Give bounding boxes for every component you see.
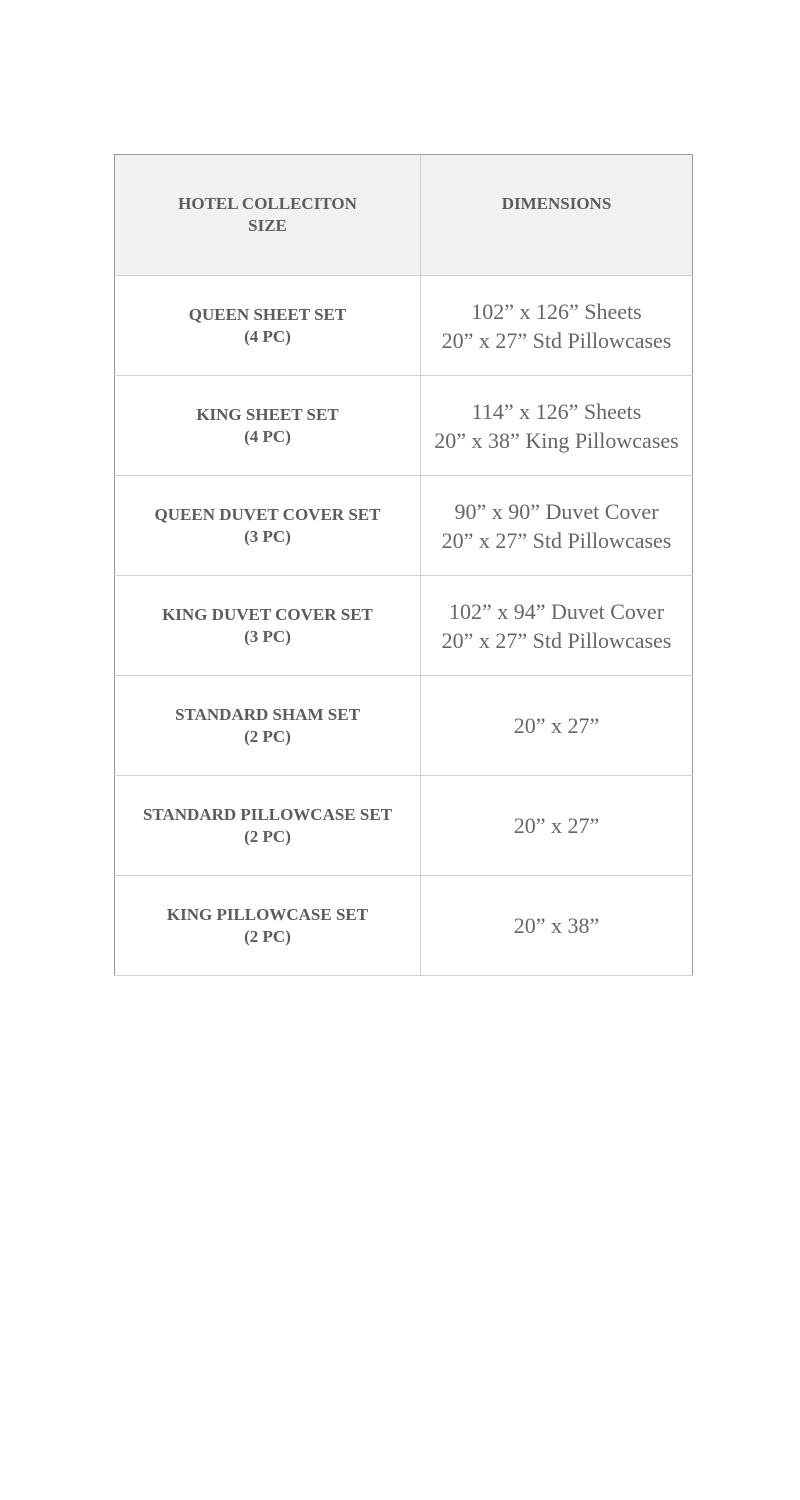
product-name: KING SHEET SET: [196, 404, 339, 424]
product-pieces: (3 PC): [244, 526, 291, 546]
product-cell: [115, 676, 421, 776]
product-cell: [115, 276, 421, 376]
product-pieces: (4 PC): [244, 326, 291, 346]
product-cell: [115, 476, 421, 576]
table-row: [115, 676, 693, 776]
dimensions-cell: [421, 876, 693, 976]
dimensions-cell: [421, 676, 693, 776]
dimensions-line: 20” x 27” Std Pillowcases: [441, 527, 672, 553]
dimensions-line: 20” x 27”: [513, 813, 600, 838]
product-cell: [115, 376, 421, 476]
header-dimensions: [421, 155, 693, 276]
product-cell: [115, 876, 421, 976]
table-header: [115, 155, 693, 276]
product-name: QUEEN SHEET SET: [188, 304, 347, 324]
dimensions-line: 20” x 38”: [513, 913, 600, 938]
header-row: [115, 155, 693, 276]
dimensions-cell: [421, 776, 693, 876]
table-body: [115, 276, 693, 976]
dimensions-cell: [421, 476, 693, 576]
dimensions-line: 90” x 90” Duvet Cover: [454, 498, 659, 524]
table-row: [115, 776, 693, 876]
table-row: [115, 876, 693, 976]
product-name: KING PILLOWCASE SET: [166, 904, 369, 924]
dimensions-cell: [421, 276, 693, 376]
product-cell: [115, 576, 421, 676]
dimensions-line: 102” x 126” Sheets: [471, 298, 642, 324]
dimensions-cell: [421, 576, 693, 676]
product-name: QUEEN DUVET COVER SET: [154, 504, 381, 524]
dimensions-line: 20” x 27” Std Pillowcases: [441, 627, 672, 653]
dimensions-cell: [421, 376, 693, 476]
dimensions-line: 102” x 94” Duvet Cover: [448, 598, 665, 624]
table-row: [115, 376, 693, 476]
product-cell: [115, 776, 421, 876]
header-size-line1: HOTEL COLLECITON: [178, 194, 357, 213]
header-dimensions-label: DIMENSIONS: [501, 194, 612, 213]
table-row: [115, 576, 693, 676]
table-row: [115, 476, 693, 576]
size-chart-table: [114, 154, 693, 976]
product-name: STANDARD PILLOWCASE SET: [142, 804, 393, 824]
header-size-line2: SIZE: [248, 216, 287, 235]
product-pieces: (2 PC): [244, 826, 291, 846]
dimensions-line: 20” x 27” Std Pillowcases: [441, 327, 672, 353]
product-pieces: (4 PC): [244, 426, 291, 446]
product-pieces: (2 PC): [244, 926, 291, 946]
table-row: [115, 276, 693, 376]
dimensions-line: 20” x 38” King Pillowcases: [434, 427, 679, 453]
product-name: KING DUVET COVER SET: [162, 604, 373, 624]
product-pieces: (3 PC): [244, 626, 291, 646]
product-pieces: (2 PC): [244, 726, 291, 746]
dimensions-line: 20” x 27”: [513, 713, 600, 738]
header-size: [115, 155, 421, 276]
dimensions-line: 114” x 126” Sheets: [471, 398, 642, 424]
product-name: STANDARD SHAM SET: [175, 704, 360, 724]
